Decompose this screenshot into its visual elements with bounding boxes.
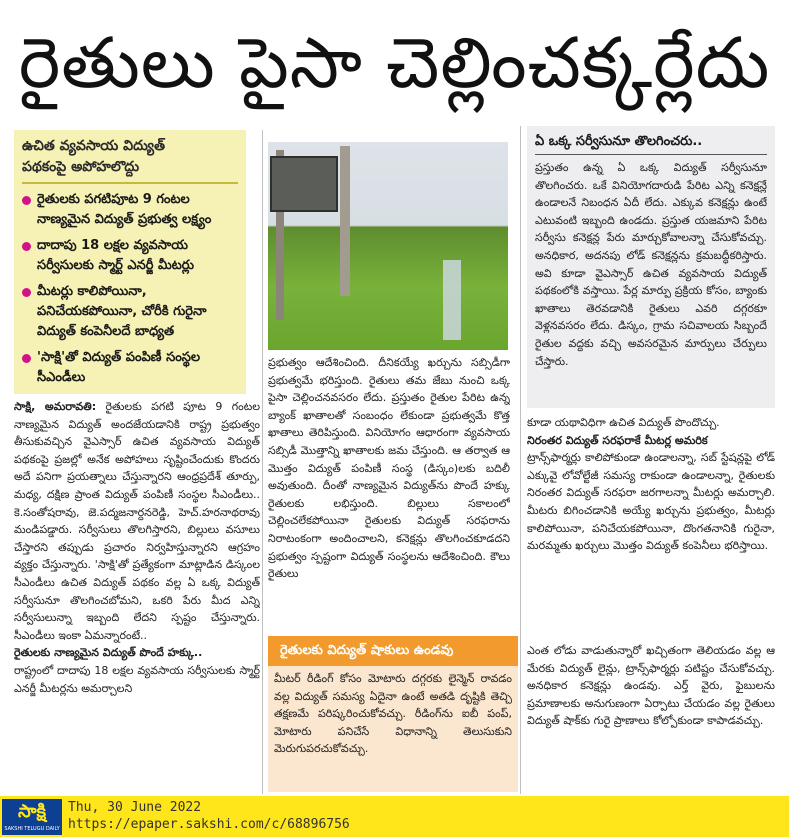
article-paragraph: ఎంత లోడు వాడుతున్నారో ఖచ్చితంగా తెలియడం వల్ల ఆ మేరకు విద్యుత్ లైన్లు, ట్రాన్స్‌ఫార్మర్లు పటిష్టం చేసుకోవచ్చు. అనధికార కనెక్షన్లు ఉండవు. ఎర్త్ వైరు, ఫైబులను ప్రమాణాలకు అనుగుణంగా ఏర్పాటు చేయడం వల్ల రైతులు విద్యుత్ షాక్‌కు గురై ప్రాణాలు కోల్పోకుండా కాపాడవచ్చు. bbox=[527, 644, 775, 728]
highlight-item bbox=[22, 282, 238, 342]
article-column-right bbox=[527, 414, 775, 614]
transformer bbox=[270, 156, 338, 212]
article-paragraph: ప్రభుత్వం ఆదేశించింది. దీనికయ్యే ఖర్చును సబ్సిడీగా ప్రభుత్వమే భరిస్తుంది. రైతులు తమ జేబు నుంచి ఒక్క పైసా చెల్లించనవసరం లేదు. ప్రస్తుతం రైతుల పేరిట ఉన్న బ్యాంక్ ఖాతాలతో సంబంధం లేకుండా ప్రభుత్వమే కొత్త ఖాతాలు తెరిపిస్తుంది. వినియోగం ఆధారంగా వ్యవసాయ సబ్సిడీ మొత్తాన్ని ఖాతాలకు జమ చేస్తుంది. ఆ తర్వాత ఆ మొత్తం విద్యుత్ పంపిణీ సంస్థ (డిస్కం)లకు బదిలీ అవుతుంది. దీంతో నాణ్యమైన విద్యుత్‌ను పొందే హక్కు రైతులకు లభిస్తుంది. బిల్లులు సకాలంలో చెల్లించలేకపోయినా రైతులకు విద్యుత్ సరఫరాను నిరాటంకంగా అందించాలని, కనెక్షన్లు తొలగించకూడదని ప్రభుత్వం స్పష్టంగా విద్యుత్ సంస్థలను ఆదేశించింది. కౌలు రైతులు bbox=[268, 356, 510, 581]
column-rule bbox=[520, 126, 521, 794]
article-column-left bbox=[14, 398, 260, 798]
highlights-title-line2: పథకంపై అపోహలొద్దు bbox=[22, 159, 140, 175]
highlight-item bbox=[22, 190, 238, 230]
highlight-text: మీటర్లు కాలిపోయినా, పనిచేయకపోయినా, చోరీకి గురైనా విద్యుత్ కంపెనీలదే బాధ్యత bbox=[37, 284, 207, 339]
headline: రైతులు పైసా చెల్లించక్కర్లేదు bbox=[18, 22, 771, 104]
highlight-text: దాదాపు 18 లక్షల వ్యవసాయ సర్వీసులకు స్మార్ట్ ఎనర్జీ మీటర్లు bbox=[37, 238, 194, 273]
article-paragraph: రాష్ట్రంలో దాదాపు 18 లక్షల వ్యవసాయ సర్వీసులకు స్మార్ట్ ఎనర్జీ మీటర్లను అమర్చాలని bbox=[14, 663, 260, 695]
highlight-item bbox=[22, 236, 238, 276]
article-subhead: నిరంతర విద్యుత్ సరఫరాకే మీటర్ల అమరిక bbox=[527, 433, 708, 447]
epaper-link[interactable]: https://epaper.sakshi.com/c/68896756 bbox=[68, 817, 350, 832]
article-subhead: రైతులకు నాణ్యమైన విద్యుత్ పొందే హక్కు.. bbox=[14, 646, 203, 660]
highlight-text: రైతులకు పగటిపూట 9 గంటల నాణ్యమైన విద్యుత్ ప్రభుత్వ లక్ష్యం bbox=[37, 192, 212, 227]
farm-transformer-photo bbox=[268, 142, 508, 350]
dateline: సాక్షి, అమరావతి: bbox=[14, 400, 97, 413]
highlights-title-line1: ఉచిత వ్యవసాయ విద్యుత్ bbox=[22, 138, 165, 154]
article-paragraph: రైతులకు పగటి పూట 9 గంటల నాణ్యమైన విద్యుత్ అందజేయడానికి రాష్ట్ర ప్రభుత్వం తీసుకువచ్చిన వైఎస్సార్ ఉచిత వ్యవసాయ విద్యుత్ పథకంపై ప్రజల్లో అనేక అపోహలు సృష్టించేందుకు కొందరు అదే పనిగా ప్రయత్నాలు చేస్తున్నారని ఆంధ్రప్రదేశ్ తూర్పు, మధ్య, దక్షిణ ప్రాంత విద్యుత్ పంపిణీ సంస్థల సీఎండీలు.. కె.సంతోషరావు, జె.పద్మజనార్దనరెడ్డి, హెచ్.హరనాథరావు మండిపడ్డారు. సర్వీసులు తొలగిస్తారని, బిల్లులు వసూలు చేస్తారని తప్పుడు ప్రచారం నిర్వహిస్తున్నారని ఆగ్రహం వ్యక్తం చేస్తున్నారు. 'సాక్షి'తో ప్రత్యేకంగా మాట్లాడిన డిస్కంల సీఎండీలు ఉచిత విద్యుత్ పథకం వల్ల ఏ ఒక్క విద్యుత్ సర్వీసునూ తొలగించబోమని, ఒకరి పేరు మీద ఎన్ని సర్వీసులున్నా ఇబ్బంది లేదని స్పష్టం చేస్తున్నారు. సీఎండీలు ఇంకా ఏమన్నారంటే.. bbox=[14, 400, 260, 642]
article-column-right-bottom bbox=[527, 642, 775, 792]
water-outflow bbox=[443, 260, 461, 340]
box-title: ఏ ఒక్క సర్వీసునూ తొలగించరు.. bbox=[535, 134, 703, 149]
column-rule bbox=[262, 130, 263, 794]
article-paragraph: ట్రాన్స్‌ఫార్మర్లు కాలిపోకుండా ఉండాలన్నా, సబ్ స్టేషన్లపై లోడ్ ఎక్కువై లోవోల్టేజీ సమస్య రాకుండా ఉండాలన్నా, రైతులకు నిరంతర విద్యుత్ సరఫరా జరగాలన్నా మీటర్లు అమర్చాలి. మీటరు బిగించడానికి అయ్యే ఖర్చును ప్రభుత్వం, మీటర్లు కాలిపోయినా, పనిచేయకపోయినా, దొంగతనానికి గురైనా, మరమ్మతు ఖర్చులు మొత్తం విద్యుత్ కంపెనీలు భరిస్తాయి. bbox=[527, 451, 775, 553]
box-text: ప్రస్తుతం ఉన్న ఏ ఒక్క విద్యుత్ సర్వీసునూ తొలగించరు. ఒకే వినియోగదారుడి పేరిట ఎన్ని కనెక్షన్లే ఉండాలనే నిబంధన ఏదీ లేదు. ఎక్కువ కనెక్షన్లు ఉంటే ఎటువంటి ఇబ్బంది ఉండదు. ప్రస్తుత యజమాని పేరిట సర్వీసు కనెక్షన్ల పేరు మార్చుకోవాలన్నా చేసుకోవచ్చు. అనధికార, అదనపు లోడ్ కనెక్షన్లను క్రమబద్ధీకరిస్తారు. అవి కూడా వైఎస్సార్ ఉచిత వ్యవసాయ విద్యుత్ పథకంలోకి వస్తాయి. పేర్ల మార్పు ప్రక్రియ కోసం, బ్యాంకు ఖాతాలు తెరవడానికి రైతులు ఎవరి దగ్గరకూ వెళ్లనవసరం లేదు. డిస్కం, గ్రామ సచివాలయ సిబ్బందే రైతుల వద్దకు వచ్చి అవసరమైన మార్పులు చేర్పులు చేస్తారు. bbox=[535, 161, 767, 368]
banner-paragraph: మీటర్ రీడింగ్ కోసం మోటారు దగ్గరకు లైన్మెన్ రావడం వల్ల విద్యుత్ సమస్య ఏదైనా ఉంటే అతడి దృష్టికి తెచ్చి తక్షణమే పరిష్కరించుకోవచ్చు. రీడింగ్‌ను ఐబీ పంప్, మోటారు పనిచేసే విధానాన్ని తెలుసుకుని మెరుగుపరచుకోవచ్చు. bbox=[274, 672, 512, 756]
publish-date: Thu, 30 June 2022 bbox=[68, 800, 202, 815]
banner-text-block bbox=[268, 666, 518, 792]
article-column-middle bbox=[268, 354, 510, 634]
highlight-text: 'సాక్షి'తో విద్యుత్ పంపిణీ సంస్థల సీఎండీలు bbox=[37, 350, 201, 385]
electric-pole bbox=[340, 146, 350, 296]
no-shock-banner: రైతులకు విద్యుత్ షాకులు ఉండవు bbox=[268, 636, 518, 666]
bullet-icon bbox=[22, 354, 31, 363]
sakshi-logo: సాక్షి bbox=[2, 799, 62, 835]
bullet-icon bbox=[22, 288, 31, 297]
highlights-box bbox=[14, 130, 246, 394]
bullet-icon bbox=[22, 242, 31, 251]
highlights-divider bbox=[22, 182, 238, 184]
article-paragraph: కూడా యథావిధిగా ఉచిత విద్యుత్ పొందొచ్చు. bbox=[527, 416, 720, 429]
highlight-item bbox=[22, 348, 238, 388]
no-service-removal-box bbox=[527, 126, 775, 408]
logo-tagline: SAKSHI TELUGU DAILY bbox=[4, 826, 60, 832]
box-divider bbox=[535, 154, 767, 155]
bullet-icon bbox=[22, 196, 31, 205]
